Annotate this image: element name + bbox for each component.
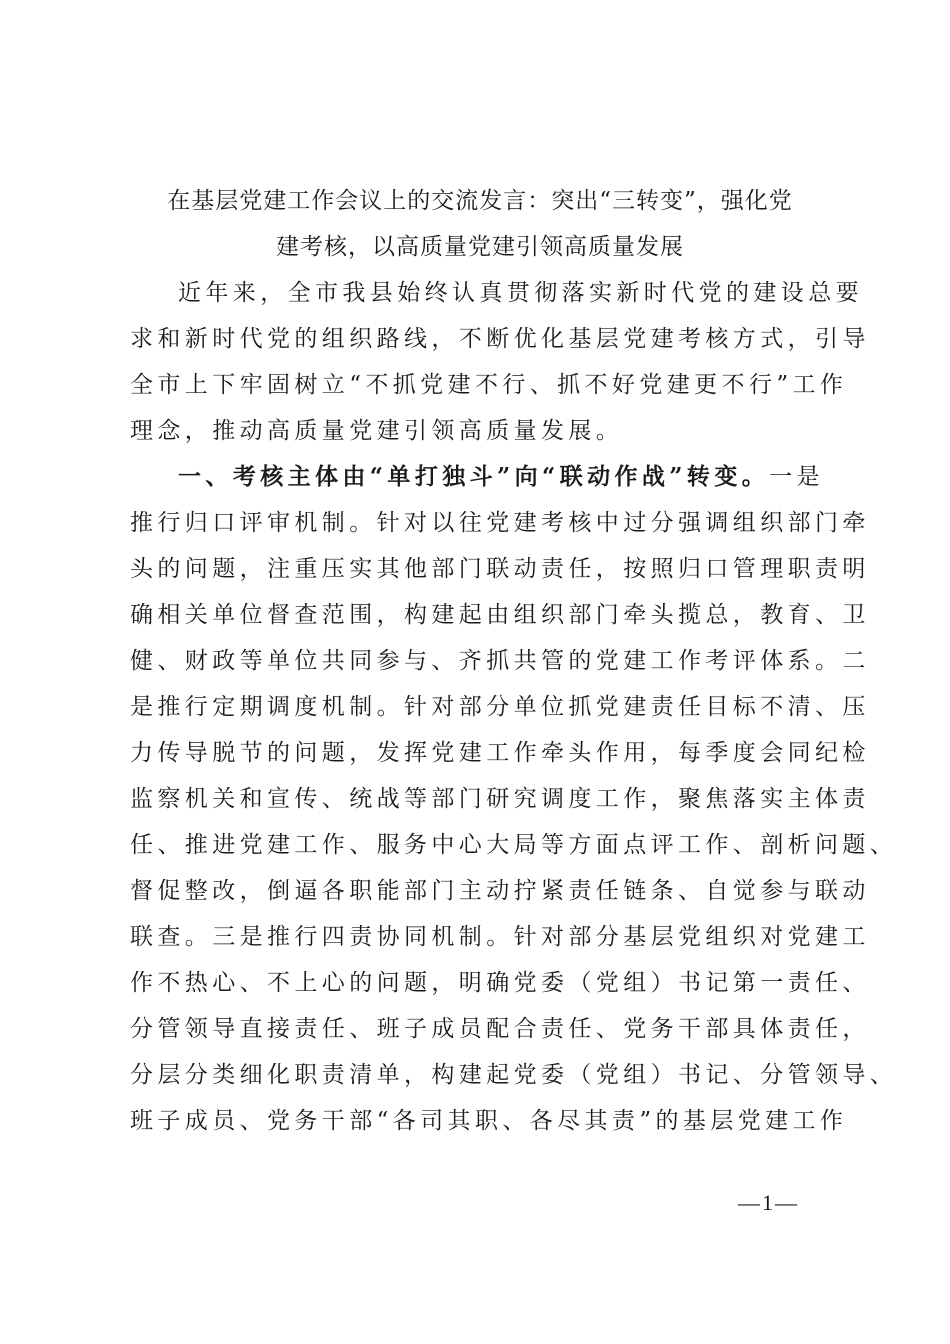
body-line: 班子成员、党务干部“各司其职、各尽其责”的基层党建工作 xyxy=(130,1108,848,1134)
intro-line: 近年来，全市我县始终认真贯彻落实新时代党的建设总要 xyxy=(178,280,863,306)
body-line: 头的问题，注重压实其他部门联动责任，按照归口管理职责明 xyxy=(130,556,870,582)
body-line: 是推行定期调度机制。针对部分单位抓党建责任目标不清、压 xyxy=(130,694,870,720)
body-line: 健、财政等单位共同参与、齐抓共管的党建工作考评体系。二 xyxy=(130,648,870,674)
body-line: 推行归口评审机制。针对以往党建考核中过分强调组织部门牵 xyxy=(130,510,870,536)
section-1-heading: 一、考核主体由“单打独斗”向“联动作战”转变。 xyxy=(178,463,770,490)
section-1-first-line xyxy=(178,454,824,500)
body-line: 力传导脱节的问题，发挥党建工作牵头作用，每季度会同纪检 xyxy=(130,740,870,766)
intro-line: 全市上下牢固树立“不抓党建不行、抓不好党建更不行”工作 xyxy=(130,372,848,398)
page-number: —1— xyxy=(738,1190,799,1215)
document-title-line-2: 建考核，以高质量党建引领高质量发展 xyxy=(276,234,684,260)
body-line: 作不热心、不上心的问题，明确党委（党组）书记第一责任、 xyxy=(130,970,870,996)
body-line: 分层分类细化职责清单，构建起党委（党组）书记、分管领导、 xyxy=(130,1062,898,1088)
intro-line: 求和新时代党的组织路线，不断优化基层党建考核方式，引导 xyxy=(130,326,870,352)
intro-line: 理念，推动高质量党建引领高质量发展。 xyxy=(130,418,624,444)
section-1-lead: 一是 xyxy=(769,464,824,490)
body-line: 督促整改，倒逼各职能部门主动拧紧责任链条、自觉参与联动 xyxy=(130,878,870,904)
body-line: 确相关单位督查范围，构建起由组织部门牵头揽总，教育、卫 xyxy=(130,602,870,628)
body-line: 分管领导直接责任、班子成员配合责任、党务干部具体责任， xyxy=(130,1016,870,1042)
document-title-line-1: 在基层党建工作会议上的交流发言：突出“三转变”，强化党 xyxy=(167,188,793,214)
body-line: 任、推进党建工作、服务中心大局等方面点评工作、剖析问题、 xyxy=(130,832,898,858)
body-line: 联查。三是推行四责协同机制。针对部分基层党组织对党建工 xyxy=(130,924,870,950)
body-line: 监察机关和宣传、统战等部门研究调度工作，聚焦落实主体责 xyxy=(130,786,870,812)
